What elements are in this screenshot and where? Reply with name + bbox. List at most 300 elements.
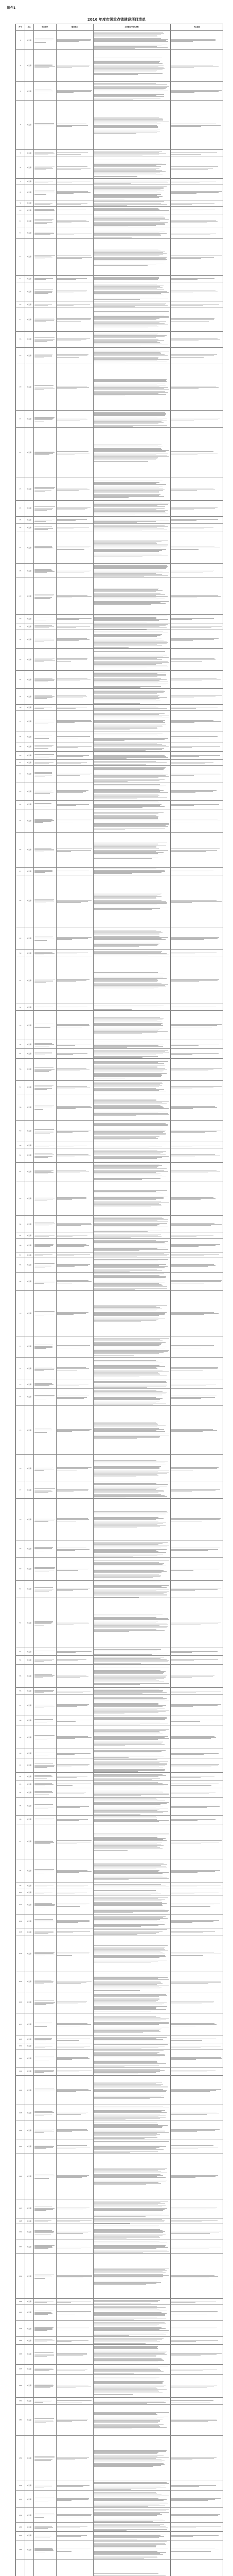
illegible-text-block xyxy=(56,637,93,641)
illegible-text-block xyxy=(33,2338,56,2343)
table-cell xyxy=(33,1482,56,1499)
illegible-text-block xyxy=(56,337,93,342)
illegible-text-block xyxy=(56,2400,93,2403)
table-cell xyxy=(93,532,170,564)
table-cell xyxy=(56,1059,93,1081)
table-cell xyxy=(56,2304,93,2321)
table-cell xyxy=(93,1558,170,1581)
illegible-text-block xyxy=(33,1052,56,1056)
table-cell xyxy=(25,1824,33,1860)
table-cell xyxy=(56,1081,93,1095)
table-cell xyxy=(56,2140,93,2154)
illegible-text-block xyxy=(56,152,93,155)
table-cell xyxy=(33,1824,56,1860)
table-cell xyxy=(56,927,93,950)
illegible-text-block xyxy=(33,2326,56,2332)
table-cell xyxy=(93,1499,170,1540)
illegible-text-block xyxy=(56,1280,93,1284)
table-cell xyxy=(25,2560,33,2576)
table-cell xyxy=(56,2013,93,2036)
table-cell xyxy=(25,524,33,533)
table-cell xyxy=(25,2049,33,2067)
table-cell xyxy=(25,2532,33,2540)
table-cell xyxy=(16,82,25,100)
table-cell xyxy=(170,2523,223,2531)
table-cell xyxy=(56,2523,93,2531)
table-row xyxy=(16,2364,223,2374)
illegible-text-block xyxy=(170,1783,223,1786)
table-cell xyxy=(33,2398,56,2405)
illegible-text-block xyxy=(33,1919,56,1924)
table-cell xyxy=(170,1798,223,1816)
illegible-text-block xyxy=(93,302,170,308)
table-cell xyxy=(16,752,25,760)
illegible-text-block xyxy=(56,2368,93,2371)
table-cell xyxy=(25,1928,33,1936)
row-number: 135 xyxy=(19,2526,22,2528)
illegible-text-block xyxy=(170,278,223,281)
table-row xyxy=(16,49,223,81)
illegible-text-block xyxy=(56,2174,93,2178)
table-row xyxy=(16,867,223,875)
row-number: 88 xyxy=(19,1719,22,1722)
table-row xyxy=(16,2199,223,2218)
illegible-text-block xyxy=(93,1360,170,1378)
illegible-text-block xyxy=(93,1304,170,1323)
illegible-text-block xyxy=(93,2036,170,2043)
cell-text: 城关镇 xyxy=(26,790,31,792)
table-cell xyxy=(16,2491,25,2508)
illegible-text-block xyxy=(170,2456,223,2461)
table-row xyxy=(16,1815,223,1824)
illegible-text-block xyxy=(33,1105,56,1110)
cell-text: 城关镇 xyxy=(26,256,31,258)
table-cell xyxy=(16,2508,25,2523)
illegible-text-block xyxy=(93,651,170,669)
illegible-text-block xyxy=(170,487,223,492)
illegible-text-block xyxy=(93,1833,170,1851)
table-cell xyxy=(93,428,170,478)
illegible-text-block xyxy=(33,38,56,43)
illegible-text-block xyxy=(56,2352,93,2357)
table-cell xyxy=(25,689,33,705)
illegible-text-block xyxy=(56,2484,93,2487)
row-number: 44 xyxy=(19,803,22,806)
table-cell xyxy=(33,742,56,752)
table-cell xyxy=(25,1972,33,1992)
illegible-text-block xyxy=(93,1233,170,1239)
table-cell xyxy=(93,615,170,623)
cell-text: 城关镇 xyxy=(26,1980,31,1983)
table-cell xyxy=(56,1788,93,1798)
cell-text: 城关镇 xyxy=(26,1253,31,1256)
table-row xyxy=(16,1336,223,1357)
row-number: 84 xyxy=(19,1658,22,1661)
row-number: 22 xyxy=(19,451,22,454)
illegible-text-block xyxy=(33,2418,56,2424)
table-cell xyxy=(33,308,56,332)
table-cell xyxy=(33,1049,56,1059)
illegible-text-block xyxy=(170,2045,223,2048)
row-number: 121 xyxy=(19,2275,22,2277)
illegible-text-block xyxy=(170,2070,223,2073)
cell-text: 城关镇 xyxy=(26,1106,31,1108)
table-cell xyxy=(170,517,223,524)
illegible-text-block xyxy=(56,1106,93,1110)
illegible-text-block xyxy=(170,417,223,421)
table-cell xyxy=(56,207,93,214)
table-cell xyxy=(25,1781,33,1788)
table-cell xyxy=(16,1758,25,1773)
table-cell xyxy=(56,2345,93,2365)
table-row xyxy=(16,2218,223,2224)
table-cell xyxy=(56,1773,93,1781)
table-cell xyxy=(16,649,25,671)
table-cell xyxy=(93,809,170,833)
table-cell xyxy=(170,1936,223,1972)
table-cell xyxy=(25,1499,33,1540)
table-cell xyxy=(33,2345,56,2365)
table-cell xyxy=(93,1648,170,1656)
row-number: 48 xyxy=(19,900,22,902)
illegible-text-block xyxy=(33,1620,56,1626)
illegible-text-block xyxy=(56,1518,93,1522)
illegible-text-block xyxy=(93,185,170,200)
table-cell xyxy=(33,239,56,276)
table-row xyxy=(16,1181,223,1216)
table-cell xyxy=(25,1895,33,1914)
table-cell xyxy=(33,501,56,517)
table-cell xyxy=(170,752,223,760)
illegible-text-block xyxy=(33,735,56,739)
table-cell xyxy=(16,1648,25,1656)
table-cell xyxy=(33,2121,56,2140)
table-cell xyxy=(170,1059,223,1081)
table-cell xyxy=(25,1163,33,1181)
illegible-text-block xyxy=(33,706,56,709)
illegible-text-block xyxy=(93,2449,170,2468)
table-cell xyxy=(33,875,56,927)
table-cell xyxy=(16,2240,25,2254)
illegible-text-block xyxy=(56,209,93,212)
table-cell xyxy=(56,1094,93,1120)
cell-text: 城关镇 xyxy=(26,90,31,92)
illegible-text-block xyxy=(56,2023,93,2027)
table-row xyxy=(16,648,223,670)
illegible-text-block xyxy=(170,618,223,621)
table-cell xyxy=(16,31,25,50)
table-cell xyxy=(93,1928,170,1936)
table-cell xyxy=(25,766,33,783)
illegible-text-block xyxy=(56,232,93,235)
cell-text: 城关镇 xyxy=(26,595,31,598)
table-cell xyxy=(16,2337,25,2345)
table-cell xyxy=(93,348,170,365)
table-cell xyxy=(16,1798,25,1816)
illegible-text-block xyxy=(170,2207,223,2211)
cell-text: 城关镇 xyxy=(26,1154,31,1157)
table-cell xyxy=(170,950,223,957)
table-cell xyxy=(25,732,33,742)
cell-text: 城关镇 xyxy=(26,166,31,169)
table-cell xyxy=(56,630,93,649)
table-cell xyxy=(56,2375,93,2398)
cell-text: 城关镇 xyxy=(26,1752,31,1755)
table-cell xyxy=(56,1781,93,1788)
table-row xyxy=(16,759,223,765)
illegible-text-block xyxy=(93,892,170,910)
table-cell xyxy=(25,630,33,649)
illegible-text-block xyxy=(33,1952,56,1957)
illegible-text-block xyxy=(93,2492,170,2507)
illegible-text-block xyxy=(170,658,223,662)
table-cell xyxy=(93,1798,170,1816)
illegible-text-block xyxy=(33,1547,56,1552)
row-number: 109 xyxy=(19,2045,22,2047)
illegible-text-block xyxy=(56,1383,93,1386)
table-row xyxy=(16,1148,223,1162)
illegible-text-block xyxy=(56,1735,93,1739)
illegible-text-block xyxy=(170,1222,223,1226)
table-cell xyxy=(33,1581,56,1599)
table-cell xyxy=(16,833,25,868)
table-cell xyxy=(93,957,170,1004)
table-cell xyxy=(33,711,56,732)
illegible-text-block xyxy=(170,677,223,682)
table-cell xyxy=(25,2254,33,2299)
table-cell xyxy=(170,1011,223,1040)
illegible-text-block xyxy=(170,1154,223,1158)
table-cell xyxy=(16,742,25,752)
table-cell xyxy=(170,927,223,950)
illegible-text-block xyxy=(56,1243,93,1247)
cell-text: 城关镇 xyxy=(26,2275,31,2277)
illegible-text-block xyxy=(170,303,223,306)
table-cell xyxy=(33,1798,56,1816)
table-cell xyxy=(93,1258,170,1273)
row-number: 87 xyxy=(19,1704,22,1706)
table-cell xyxy=(25,950,33,957)
table-row xyxy=(16,2036,223,2043)
table-cell xyxy=(33,301,56,308)
table-cell xyxy=(170,214,223,228)
table-cell xyxy=(16,1781,25,1788)
table-cell xyxy=(93,2049,170,2067)
table-row xyxy=(16,1749,223,1758)
table-cell xyxy=(170,1749,223,1758)
row-number: 24 xyxy=(19,507,22,510)
row-number: 60 xyxy=(19,1144,22,1146)
table-cell xyxy=(93,308,170,332)
table-cell xyxy=(33,752,56,760)
illegible-text-block xyxy=(93,411,170,427)
row-number: 15 xyxy=(19,290,22,293)
illegible-text-block xyxy=(93,1190,170,1208)
table-cell xyxy=(93,766,170,783)
illegible-text-block xyxy=(56,1764,93,1768)
cell-text: 城关镇 xyxy=(26,1588,31,1590)
table-cell xyxy=(25,282,33,301)
table-cell xyxy=(170,2049,223,2067)
cell-text: 城关镇 xyxy=(26,2038,31,2041)
illegible-text-block xyxy=(33,289,56,295)
table-cell xyxy=(93,1049,170,1059)
illegible-text-block xyxy=(170,1587,223,1591)
table-row xyxy=(16,2304,223,2320)
row-number: 45 xyxy=(19,819,22,822)
illegible-text-block xyxy=(170,625,223,629)
table-cell xyxy=(56,1914,93,1928)
illegible-text-block xyxy=(56,1144,93,1147)
table-cell xyxy=(56,2076,93,2106)
document-title: 2016 年度市级重点镇建设项目清单 xyxy=(87,18,146,22)
table-row xyxy=(16,1238,223,1251)
table-cell xyxy=(16,875,25,927)
illegible-text-block xyxy=(93,150,170,157)
table-cell xyxy=(25,1798,33,1816)
illegible-text-block xyxy=(56,1791,93,1794)
cell-text: 城关镇 xyxy=(26,2419,31,2421)
illegible-text-block xyxy=(93,705,170,711)
table-cell xyxy=(33,2508,56,2523)
table-cell xyxy=(170,31,223,50)
table-cell xyxy=(33,2532,56,2540)
table-row xyxy=(16,1258,223,1272)
row-number: 57 xyxy=(19,1086,22,1089)
illegible-text-block xyxy=(56,303,93,306)
cell-text: 城关镇 xyxy=(26,417,31,420)
table-row xyxy=(16,347,223,364)
illegible-text-block xyxy=(170,719,223,723)
table-cell xyxy=(170,157,223,179)
illegible-text-block xyxy=(33,2456,56,2462)
table-cell xyxy=(33,2540,56,2560)
illegible-text-block xyxy=(33,1263,56,1268)
table-cell xyxy=(16,927,25,950)
illegible-text-block xyxy=(33,2534,56,2538)
table-cell xyxy=(16,957,25,1004)
cell-text: 城关镇 xyxy=(26,1690,31,1692)
illegible-text-block xyxy=(170,191,223,195)
illegible-text-block xyxy=(170,595,223,599)
table-cell xyxy=(93,50,170,82)
table-row xyxy=(16,2121,223,2139)
table-cell xyxy=(25,2491,33,2508)
illegible-text-block xyxy=(33,1703,56,1708)
illegible-text-block xyxy=(93,207,170,214)
table-cell xyxy=(56,1258,93,1273)
table-row xyxy=(16,214,223,228)
illegible-text-block xyxy=(170,754,223,757)
illegible-text-block xyxy=(33,1043,56,1047)
table-cell xyxy=(16,308,25,332)
table-cell xyxy=(25,1936,33,1972)
illegible-text-block xyxy=(170,952,223,955)
table-cell xyxy=(33,766,56,783)
table-row xyxy=(16,1058,223,1080)
table-cell xyxy=(25,1273,33,1290)
illegible-text-block xyxy=(33,1488,56,1494)
illegible-text-block xyxy=(33,2497,56,2502)
table-row xyxy=(16,563,223,578)
table-row xyxy=(16,1694,223,1715)
illegible-text-block xyxy=(56,1952,93,1956)
row-number: 124 xyxy=(19,2327,22,2330)
illegible-text-block xyxy=(56,255,93,259)
cell-text: 城关镇 xyxy=(26,2070,31,2072)
illegible-text-block xyxy=(93,2241,170,2253)
table-cell xyxy=(170,1049,223,1059)
table-cell xyxy=(16,1358,25,1381)
table-cell xyxy=(16,1040,25,1049)
table-cell xyxy=(25,1758,33,1773)
illegible-text-block xyxy=(33,353,56,359)
table-cell xyxy=(33,1455,56,1482)
illegible-text-block xyxy=(56,1024,93,1028)
row-number: 90 xyxy=(19,1752,22,1755)
illegible-text-block xyxy=(56,1703,93,1707)
illegible-text-block xyxy=(170,936,223,940)
illegible-text-block xyxy=(56,1467,93,1471)
table-row xyxy=(16,2374,223,2397)
cell-text: 城关镇 xyxy=(26,64,31,67)
illegible-text-block xyxy=(93,1789,170,1797)
table-row xyxy=(16,81,223,100)
illegible-text-block xyxy=(93,116,170,134)
illegible-text-block xyxy=(33,1804,56,1809)
table-cell xyxy=(33,1336,56,1358)
illegible-text-block xyxy=(33,1279,56,1284)
illegible-text-block xyxy=(56,1903,93,1907)
table-cell xyxy=(56,1148,93,1162)
table-cell xyxy=(16,2375,25,2398)
row-number: 102 xyxy=(19,1920,22,1922)
row-number: 26 xyxy=(19,527,22,529)
table-cell xyxy=(33,649,56,671)
cell-text: 城关镇 xyxy=(26,695,31,698)
cell-text: 城关镇 xyxy=(26,900,31,902)
table-cell xyxy=(25,1040,33,1049)
table-cell xyxy=(25,532,33,564)
illegible-text-block xyxy=(93,1816,170,1824)
table-cell xyxy=(25,2365,33,2375)
illegible-text-block xyxy=(56,2548,93,2552)
illegible-text-block xyxy=(170,1383,223,1386)
illegible-text-block xyxy=(33,1023,56,1029)
row-number: 12 xyxy=(19,232,22,234)
table-cell xyxy=(25,957,33,1004)
cell-text: 城关镇 xyxy=(26,1953,31,1955)
row-number: 9 xyxy=(20,202,21,205)
illegible-text-block xyxy=(33,1366,56,1372)
table-cell xyxy=(93,783,170,801)
table-cell xyxy=(16,1914,25,1928)
table-cell xyxy=(170,184,223,200)
table-cell xyxy=(33,31,56,50)
row-number: 51 xyxy=(19,979,22,981)
table-cell xyxy=(93,1094,170,1120)
table-row xyxy=(16,688,223,704)
cell-text: 城关镇 xyxy=(26,2514,31,2516)
illegible-text-block xyxy=(33,2069,56,2073)
table-cell xyxy=(56,957,93,1004)
illegible-text-block xyxy=(33,526,56,530)
illegible-text-block xyxy=(93,2345,170,2364)
illegible-text-block xyxy=(56,39,93,43)
table-cell xyxy=(56,428,93,478)
table-cell xyxy=(16,517,25,524)
illegible-text-block xyxy=(56,952,93,955)
